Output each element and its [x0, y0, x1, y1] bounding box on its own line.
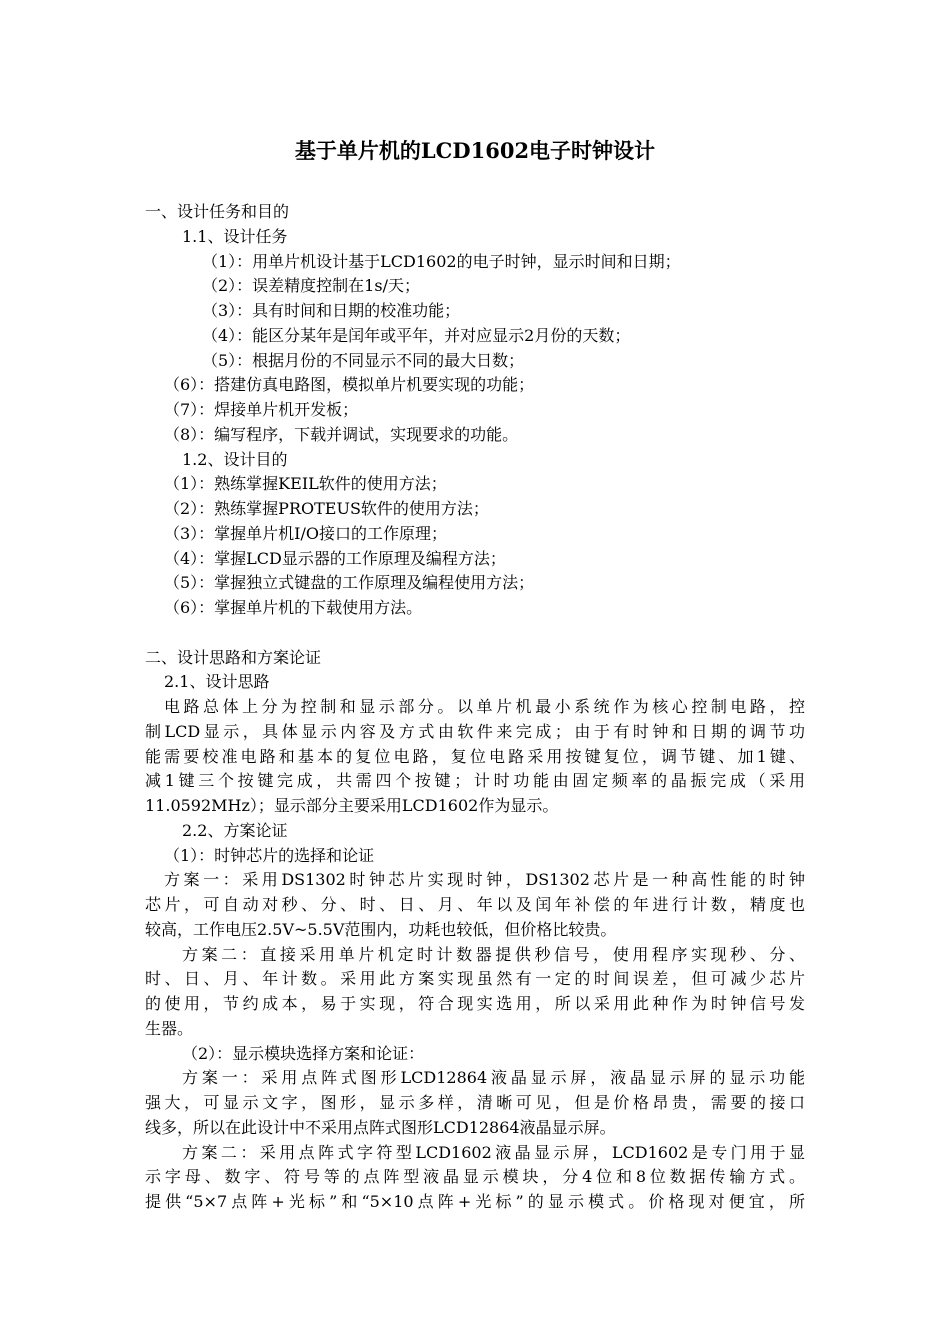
text-line: （7）：焊接单片机开发板；	[164, 400, 359, 419]
page-title: 基于单片机的LCD1602电子时钟设计	[294, 138, 656, 163]
text-line: （8）：编写程序，下载并调试，实现要求的功能。	[164, 424, 519, 444]
text-line: 制LCD显示，具体显示内容及方式由软件来完成；由于有时钟和日期的调节功	[145, 721, 805, 741]
text-line: 生器。	[145, 1018, 194, 1038]
text-line: （1）：用单片机设计基于LCD1602的电子时钟，显示时间和日期；	[202, 251, 681, 271]
text-line: 1.2、设计目的	[182, 449, 288, 469]
text-line: 11.0592MHz）；显示部分主要采用LCD1602作为显示。	[145, 796, 559, 815]
text-line: 方案一：采用点阵式图形LCD12864液晶显示屏，液晶显示屏的显示功能	[182, 1068, 805, 1088]
text-line: （5）：根据月份的不同显示不同的最大日数；	[202, 350, 525, 370]
text-line: 方案二：采用点阵式字符型LCD1602液晶显示屏，LCD1602是专门用于显	[182, 1142, 805, 1162]
text-line: （2）：显示模块选择方案和论证：	[182, 1043, 425, 1063]
text-line: 的使用，节约成本，易于实现，符合现实选用，所以采用此种作为时钟信号发	[145, 994, 805, 1013]
text-line: 方案一：采用DS1302时钟芯片实现时钟，DS1302芯片是一种高性能的时钟	[164, 870, 805, 890]
text-line: （6）：搭建仿真电路图，模拟单片机要实现的功能；	[164, 375, 535, 395]
text-line: （4）：能区分某年是闰年或平年，并对应显示2月份的天数；	[202, 325, 631, 345]
text-line: （6）：掌握单片机的下载使用方法。	[164, 598, 423, 617]
text-line: （3）：具有时间和日期的校准功能；	[202, 301, 461, 320]
text-line: 减1键三个按键完成，共需四个按键；计时功能由固定频率的晶振完成（采用	[145, 771, 805, 791]
text-line: 1.1、设计任务	[182, 226, 288, 246]
text-line: 提供“5×7点阵+光标”和“5×10点阵+光标”的显示模式。价格现对便宜，所	[145, 1192, 805, 1211]
text-line: （4）：掌握LCD显示器的工作原理及编程方法；	[164, 548, 506, 568]
text-line: （1）：熟练掌握KEIL软件的使用方法；	[164, 474, 447, 494]
text-line: 电路总体上分为控制和显示部分。以单片机最小系统作为核心控制电路，控	[164, 697, 805, 716]
text-line: 时、日、月、年计数。采用此方案实现虽然有一定的时间误差，但可减少芯片	[145, 969, 805, 989]
text-line: 二、设计思路和方案论证	[145, 647, 322, 667]
text-line: 示字母、数字、符号等的点阵型液晶显示模块，分4位和8位数据传输方式。	[145, 1167, 805, 1187]
text-line: （2）：熟练掌握PROTEUS软件的使用方法；	[164, 499, 489, 518]
text-line: 较高，工作电压2.5V~5.5V范围内，功耗也较低，但价格比较贵。	[145, 919, 617, 939]
text-line: （3）：掌握单片机I/O接口的工作原理；	[164, 523, 448, 543]
text-line: 2.2、方案论证	[182, 820, 288, 840]
text-line: 2.1、设计思路	[164, 672, 270, 692]
text-line: 强大，可显示文字，图形，显示多样，清晰可见，但是价格昂贵，需要的接口	[145, 1093, 805, 1112]
text-line: 方案二：直接采用单片机定时计数器提供秒信号，使用程序实现秒、分、	[182, 944, 805, 964]
text-line: （2）：误差精度控制在1s/天；	[202, 276, 420, 296]
text-line: 一、设计任务和目的	[145, 202, 290, 221]
text-line: （1）：时钟芯片的选择和论证	[164, 845, 375, 865]
text-line: 线多，所以在此设计中不采用点阵式图形LCD12864液晶显示屏。	[145, 1117, 616, 1137]
text-line: 能需要校准电路和基本的复位电路，复位电路采用按键复位，调节键、加1键、	[145, 746, 805, 766]
text-line: （5）：掌握独立式键盘的工作原理及编程使用方法；	[164, 573, 535, 593]
text-line: 芯片，可自动对秒、分、时、日、月、年以及闰年补偿的年进行计数，精度也	[145, 895, 805, 914]
